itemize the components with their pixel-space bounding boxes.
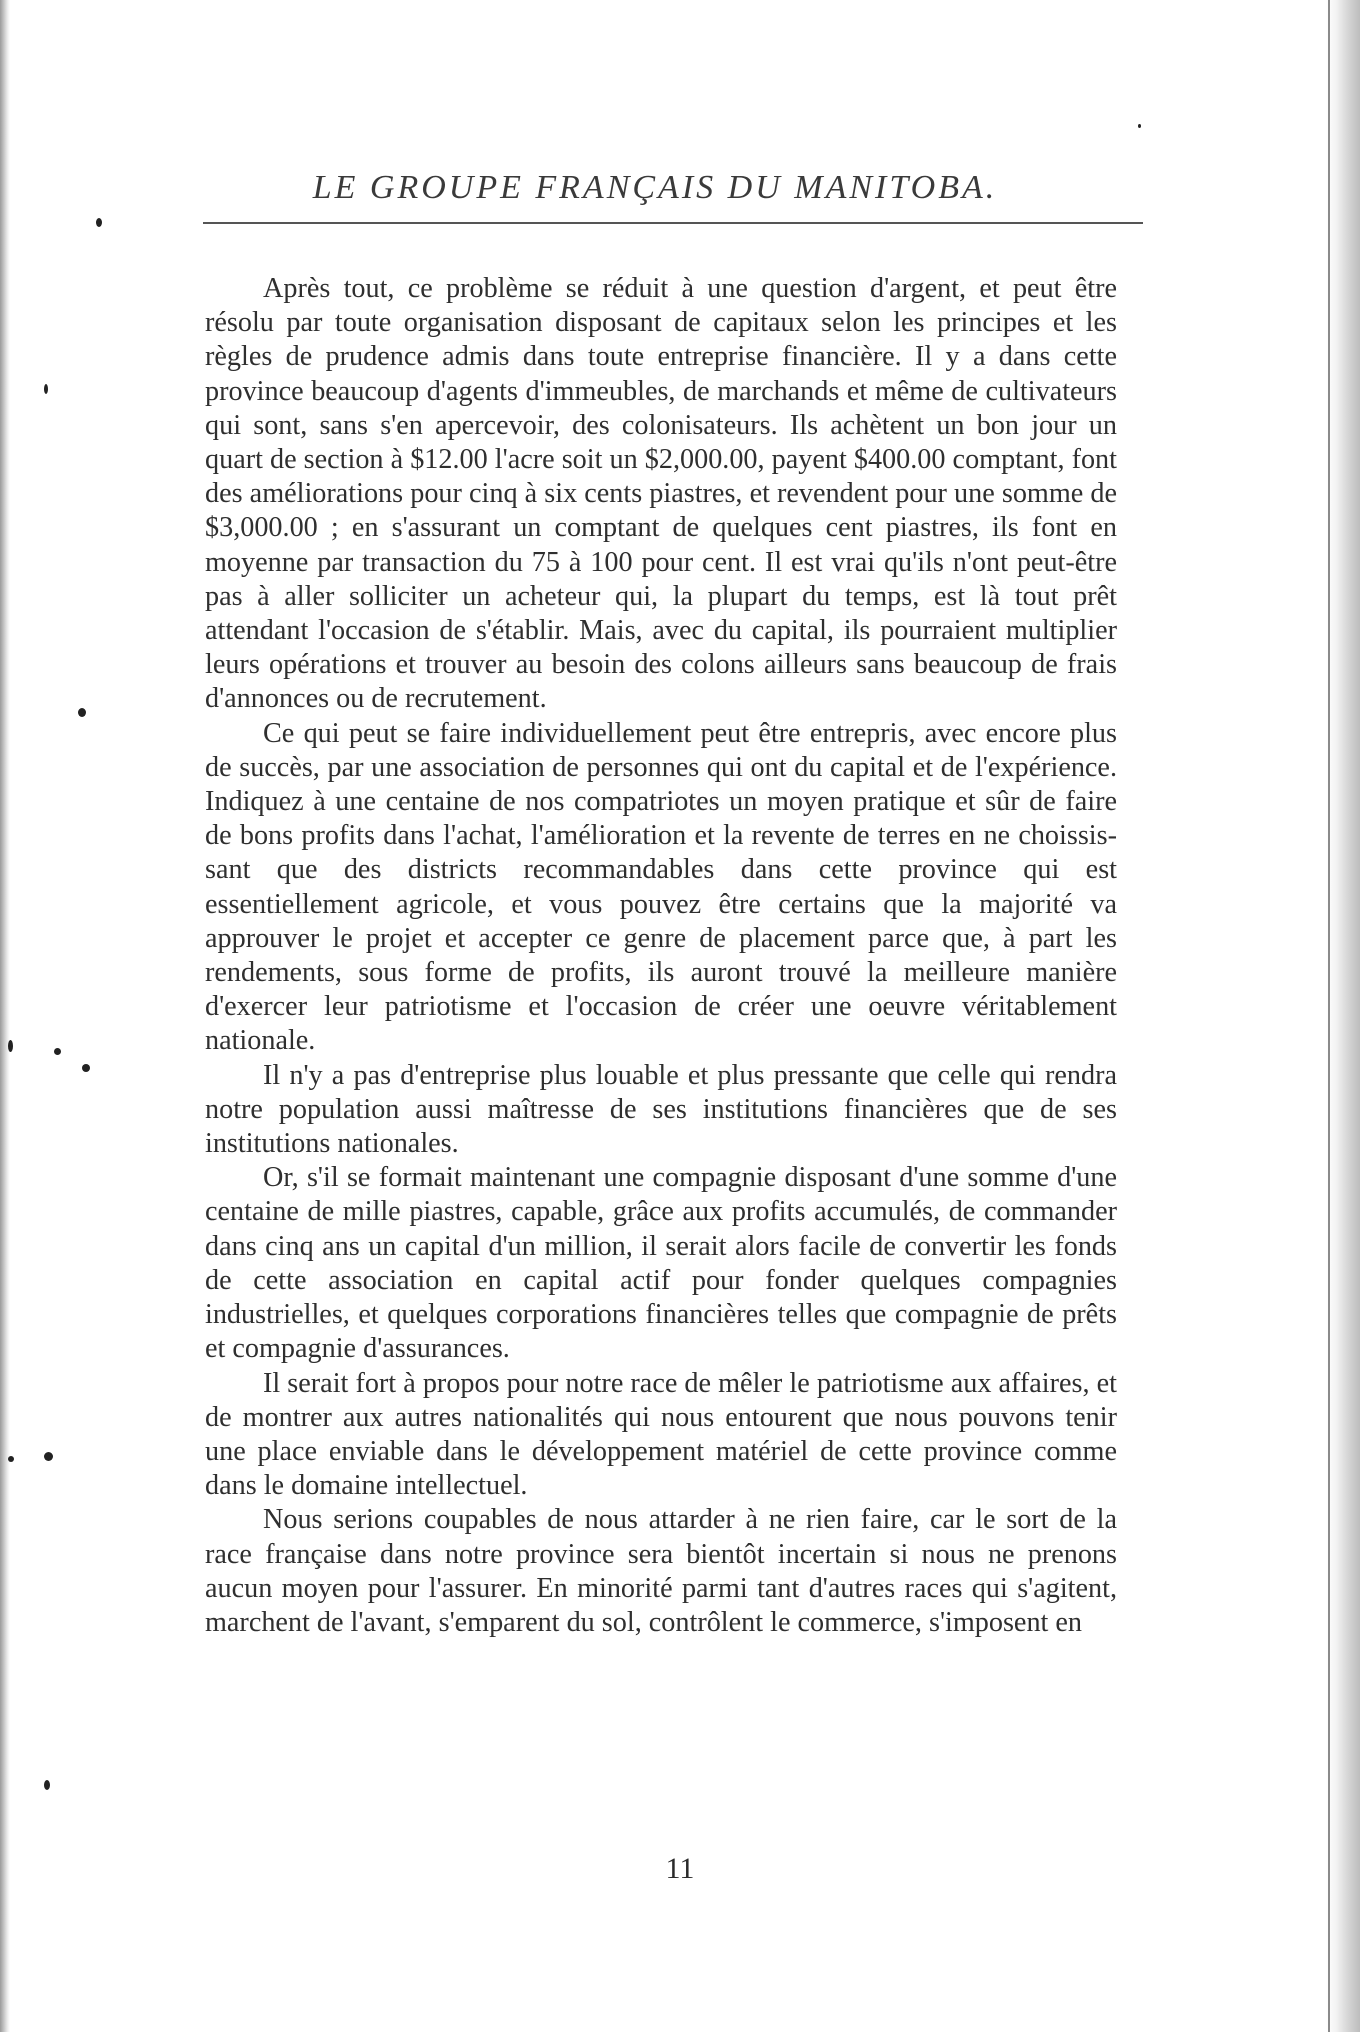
page-left-edge-shadow: [0, 0, 10, 2032]
scan-speck: [44, 384, 48, 394]
paragraph: Nous serions coupables de nous attarder à ne rien faire, car le sort de la race française dans notre province sera bientôt incertain si nous ne prenons aucun moyen pour l'assurer. En minorité parmi tant d'autres races qui s'agitent, marchent de l'avant, s'emparent du sol, contrôlent le commerce, s'imposent en: [205, 1504, 1117, 1638]
scan-speck: [1138, 124, 1141, 128]
paragraph: Après tout, ce problème se réduit à une question d'argent, et peut être résolu par toute organisation disposant de capitaux selon les principes et les règles de prudence admis dans toute entreprise financière. Il y a dans cette province beaucoup d'agents d'immeubles, de marchands et même de cultivateurs qui sont, sans s'en apercevoir, des colonisateurs. Ils achètent un bon jour un quart de section à $12.00 l'acre soit un $2,000.00, payent $400.00 comptant, font des améliorations pour cinq à six cents piastres, et revendent pour une somme de $3,000.00 ; en s'assurant un comptant de quelques cent piastres, ils font en moyenne par transaction du 75 à 100 pour cent. Il est vrai qu'ils n'ont peut-être pas à aller solliciter un acheteur qui, la plupart du temps, est là tout prêt attendant l'occasion de s'établir. Mais, avec du capital, ils pourraient multiplier leurs opérations et trouver au besoin des colons ailleurs sans beaucoup de frais d'annonces ou de recrutement.: [205, 273, 1117, 715]
page-right-edge-line: [1328, 0, 1330, 2032]
scan-speck: [8, 1456, 14, 1462]
paragraph: Or, s'il se formait maintenant une compagnie disposant d'une somme d'une centaine de mille piastres, capable, grâce aux profits accumulés, de commander dans cinq ans un capital d'un million, il serait alors facile de convertir les fonds de cette association en capital actif pour fonder quelques compagnies industrielles, et quelques corporations financières telles que compagnie de prêts et compagnie d'assurances.: [205, 1162, 1117, 1365]
scan-speck: [82, 1064, 90, 1072]
paragraph: Il n'y a pas d'entreprise plus louable et plus pressante que celle qui rendra notre population aussi maîtresse de ses institutions financières que de ses institutions nationales.: [205, 1059, 1117, 1160]
page-right-edge-shadow: [1326, 0, 1360, 2032]
scan-speck: [54, 1048, 61, 1055]
book-page: [205, 160, 1145, 1640]
page-number: 11: [665, 1852, 695, 1885]
body-text: [205, 272, 1117, 1640]
paragraph: Ce qui peut se faire individuellement peut être entrepris, avec encore plus de succès, par une association de personnes qui ont du capital et de l'expérience. Indiquez à une centaine de nos compatriotes un moyen pratique et sûr de faire de bons profits dans l'achat, l'amélioration et la revente de terres en ne choississant que des districts recommandables dans cette province qui est essentiellement agricole, et vous pouvez être certains que la majorité va approuver le projet et accepter ce genre de placement parce que, à part les rendements, sous forme de profits, ils auront trouvé la meilleure manière d'exercer leur patriotisme et l'occasion de créer une oeuvre véritablement nationale.: [205, 717, 1117, 1057]
header-rule: [203, 222, 1143, 224]
scan-speck: [78, 708, 86, 717]
scan-speck: [44, 1780, 50, 1790]
paragraph: Il serait fort à propos pour notre race de mêler le patriotisme aux affaires, et de montrer aux autres nationalités qui nous entourent que nous pouvons tenir une place enviable dans le développement matériel de cette province comme dans le domaine intellectuel.: [205, 1367, 1117, 1502]
running-head: LE GROUPE FRANÇAIS DU MANITOBA.: [312, 169, 998, 206]
scan-speck: [44, 1452, 53, 1461]
scan-speck: [8, 1040, 13, 1052]
scan-speck: [96, 218, 102, 227]
